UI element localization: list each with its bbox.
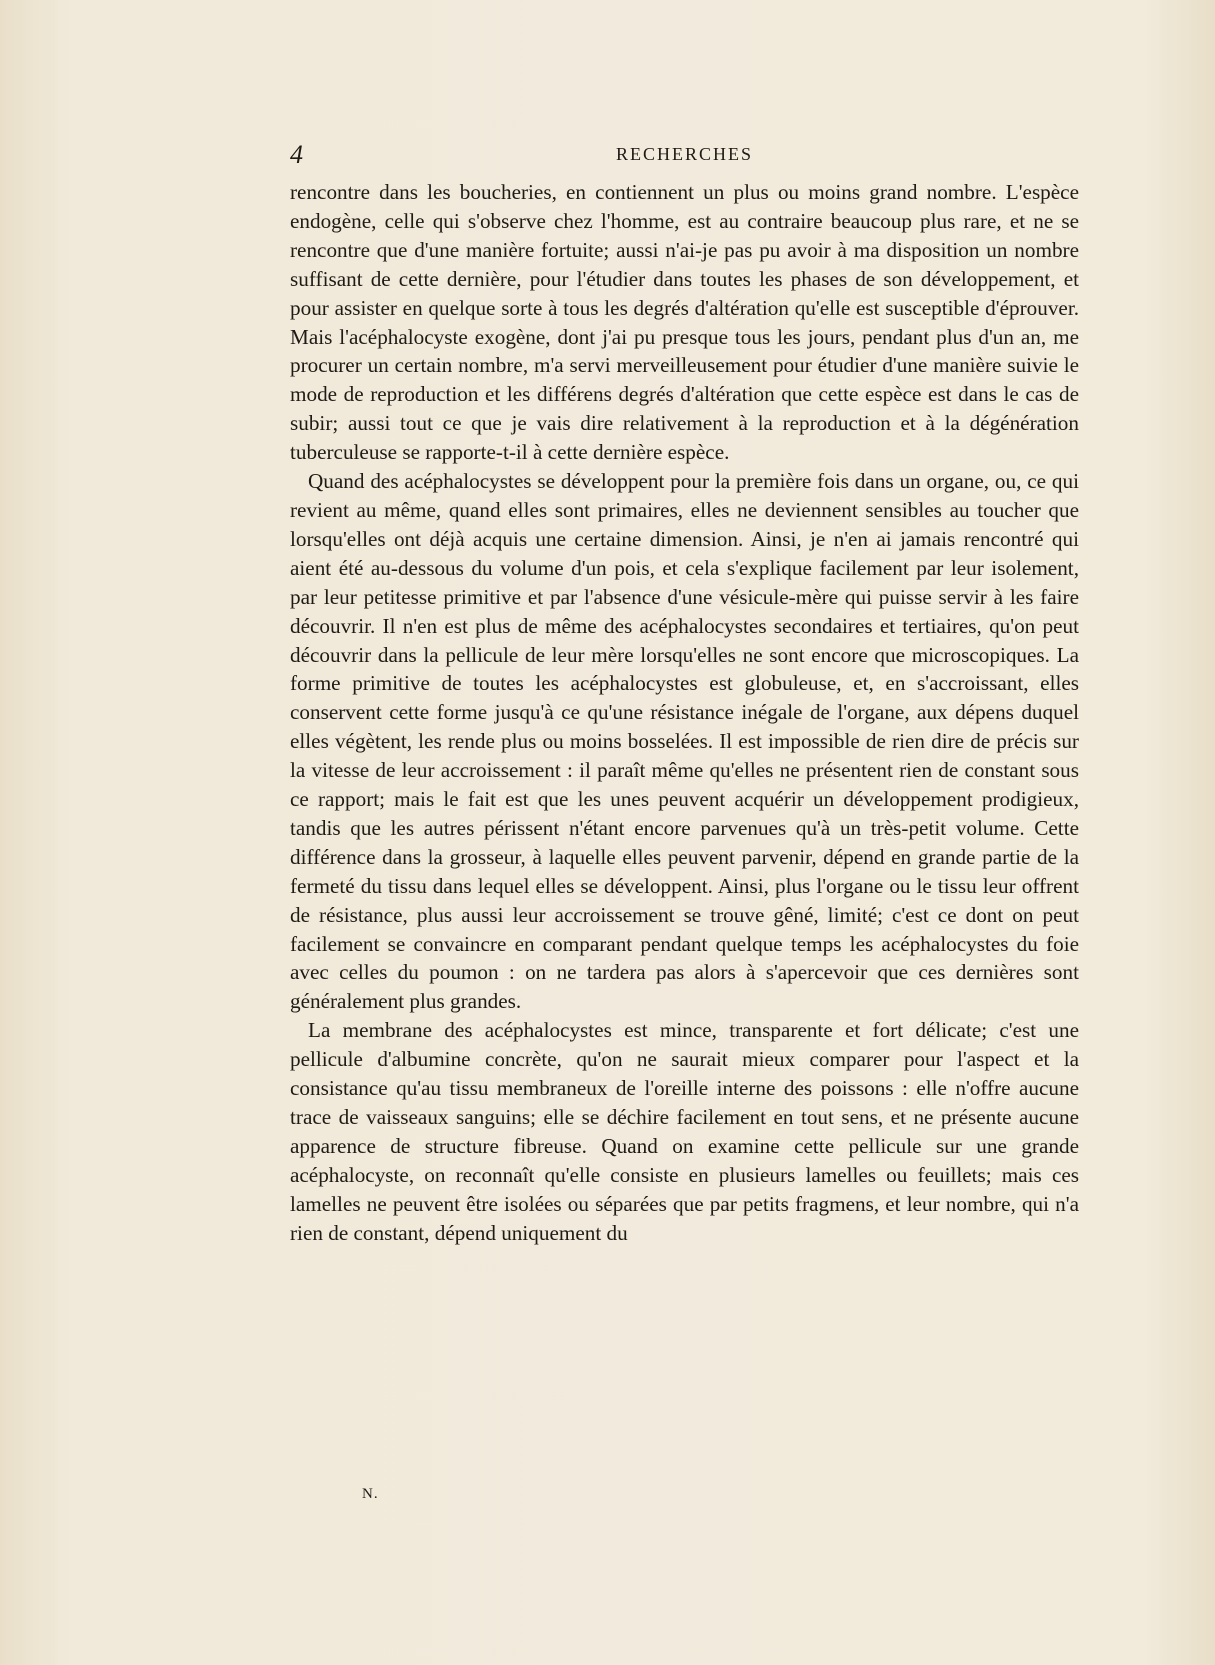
paragraph: Quand des acéphalocystes se développent pour la première fois dans un organe, ou, ce qui revient au même, quand elles sont primaires, elles ne deviennent sensibles au toucher que lorsqu'elles ont déjà acquis une certaine dimension. Ainsi, je n'en ai jamais rencontré qui aient été au-dessous du volume d'un pois, et cela s'explique facilement par leur isolement, par leur petitesse primitive et par l'absence d'une vésicule-mère qui puisse servir à les faire découvrir. Il n'en est plus de même des acéphalocystes secondaires et tertiaires, qu'on peut découvrir dans la pellicule de leur mère lorsqu'elles ne sont encore que microscopiques. La forme primitive de toutes les acéphalocystes est globuleuse, et, en s'accroissant, elles conservent cette forme jusqu'à ce qu'une résistance inégale de l'organe, aux dépens duquel elles végètent, les rende plus ou moins bosselées. Il est impossible de rien dire de précis sur la vitesse de leur accroissement : il paraît même qu'elles ne présentent rien de constant sous ce rapport; mais le fait est que les unes peuvent acquérir un développement prodigieux, tandis que les autres périssent n'étant encore parvenues qu'à un très-petit volume. Cette différence dans la grosseur, à laquelle elles peuvent parvenir, dépend en grande partie de la fermeté du tissu dans lequel elles se développent. Ainsi, plus l'organe ou le tissu leur offrent de résistance, plus aussi leur accroissement se trouve gêné, limité; c'est ce dont on peut facilement se convaincre en comparant pendant quelque temps les acéphalocystes du foie avec celles du poumon : on ne tardera pas alors à s'apercevoir que ces dernières sont généralement plus grandes. xyxy=(290,469,1079,1014)
body-text xyxy=(290,178,1079,1248)
page-header xyxy=(290,140,1079,170)
paragraph: rencontre dans les boucheries, en contiennent un plus ou moins grand nombre. L'espèce endogène, celle qui s'observe chez l'homme, est au contraire beaucoup plus rare, et ne se rencontre que d'une manière fortuite; aussi n'ai-je pas pu avoir à ma disposition un nombre suffisant de cette dernière, pour l'étudier dans toutes les phases de son développement, et pour assister en quelque sorte à tous les degrés d'altération qu'elle est susceptible d'éprouver. Mais l'acéphalocyste exogène, dont j'ai pu presque tous les jours, pendant plus d'un an, me procurer un certain nombre, m'a servi merveilleusement pour étudier d'une manière suivie le mode de reproduction et les différens degrés d'altération que cette espèce est dans le cas de subir; aussi tout ce que je vais dire relativement à la reproduction et à la dégénération tuberculeuse se rapporte-t-il à cette dernière espèce. xyxy=(290,180,1079,465)
running-head: RECHERCHES xyxy=(615,144,754,164)
page-number: 4 xyxy=(290,140,303,169)
paragraph: La membrane des acéphalocystes est mince, transparente et fort délicate; c'est une pellicule d'albumine concrète, qu'on ne saurait mieux comparer pour l'aspect et la consistance qu'au tissu membraneux de l'oreille interne des poissons : elle n'offre aucune trace de vaisseaux sanguins; elle se déchire facilement en tout sens, et ne présente aucune apparence de structure fibreuse. Quand on examine cette pellicule sur une grande acéphalocyste, on reconnaît qu'elle consiste en plusieurs lamelles ou feuillets; mais ces lamelles ne peuvent être isolées ou séparées que par petits fragmens, et leur nombre, qui n'a rien de constant, dépend uniquement du xyxy=(290,1018,1079,1245)
signature-mark: N. xyxy=(362,1486,379,1502)
